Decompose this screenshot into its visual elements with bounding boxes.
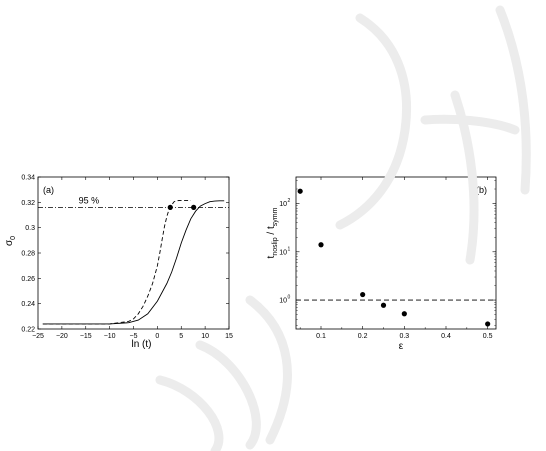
panel-b-y-axis-sub2: symm <box>272 207 279 227</box>
x-tick-label: 5 <box>179 333 184 340</box>
panel-b-y-axis-t1: t <box>266 255 277 259</box>
panel-a-label: (a) <box>43 185 54 195</box>
panel-a-y-axis-subscript: 0 <box>10 235 17 240</box>
y-tick-label: 10 <box>279 249 287 257</box>
annotation-95-percent: 95 % <box>78 195 100 206</box>
x-tick-label: 0.3 <box>399 333 410 340</box>
panel-a-x-ticks <box>32 177 233 340</box>
y-tick-exponent: 0 <box>287 294 291 301</box>
x-tick-label: −10 <box>103 333 116 340</box>
y-tick-label: 0.34 <box>21 174 35 182</box>
panel-a-frame <box>38 177 229 329</box>
y-tick-label: 0.24 <box>21 301 35 309</box>
panel-a-y-ticks <box>21 175 229 334</box>
panel-b-frame <box>296 177 496 329</box>
panel-b-x-axis-label: ε <box>398 341 404 352</box>
x-tick-label: 10 <box>201 333 210 340</box>
y-tick-exponent: 2 <box>287 198 291 205</box>
panel-b-x-ticks <box>300 177 492 340</box>
x-tick-label: 0.2 <box>357 333 368 340</box>
panel-a-y-axis-label <box>4 236 17 246</box>
x-tick-label: −20 <box>55 333 68 340</box>
x-tick-label: 0.1 <box>316 333 326 340</box>
data-point <box>298 189 303 194</box>
panel-a-y-axis-symbol: σ <box>4 239 15 247</box>
x-tick-label: −5 <box>129 333 138 340</box>
y-tick-label: 0.26 <box>21 275 35 283</box>
y-tick-exponent: 1 <box>287 246 291 253</box>
panel-b-points <box>298 189 491 327</box>
x-tick-label: 0.5 <box>482 333 493 340</box>
y-tick-label: 10 <box>279 201 287 209</box>
x-tick-label: −15 <box>79 333 92 340</box>
y-tick-label: 10 <box>279 297 287 305</box>
panel-a-x-axis-label: ln (t) <box>131 339 152 350</box>
data-point <box>402 311 407 316</box>
panel-b-y-ticks <box>279 181 496 326</box>
x-tick-label: −25 <box>32 333 44 340</box>
panel-b-y-axis-t2: / t <box>266 226 277 238</box>
data-point <box>360 292 365 297</box>
watermark <box>160 10 526 451</box>
y-tick-label: 0.32 <box>21 199 35 207</box>
x-tick-label: 0 <box>155 333 160 340</box>
dashed-curve <box>43 200 191 324</box>
data-point <box>318 242 323 247</box>
panel-b <box>266 177 496 352</box>
crossing-point <box>191 205 196 210</box>
x-tick-label: 0.4 <box>441 333 451 340</box>
panel-a <box>4 175 233 351</box>
data-point <box>381 303 386 308</box>
y-tick-label: 0.28 <box>21 250 35 258</box>
panel-b-y-axis-label <box>266 207 279 258</box>
solid-curve <box>43 201 224 324</box>
panel-b-label: (b) <box>476 185 487 195</box>
x-tick-label: 15 <box>225 333 233 340</box>
y-tick-label: 0.22 <box>21 326 35 334</box>
crossing-point <box>168 205 173 210</box>
panel-b-y-axis-sub1: noslip <box>272 237 279 256</box>
y-tick-label: 0.3 <box>25 225 35 233</box>
data-point <box>485 321 490 326</box>
